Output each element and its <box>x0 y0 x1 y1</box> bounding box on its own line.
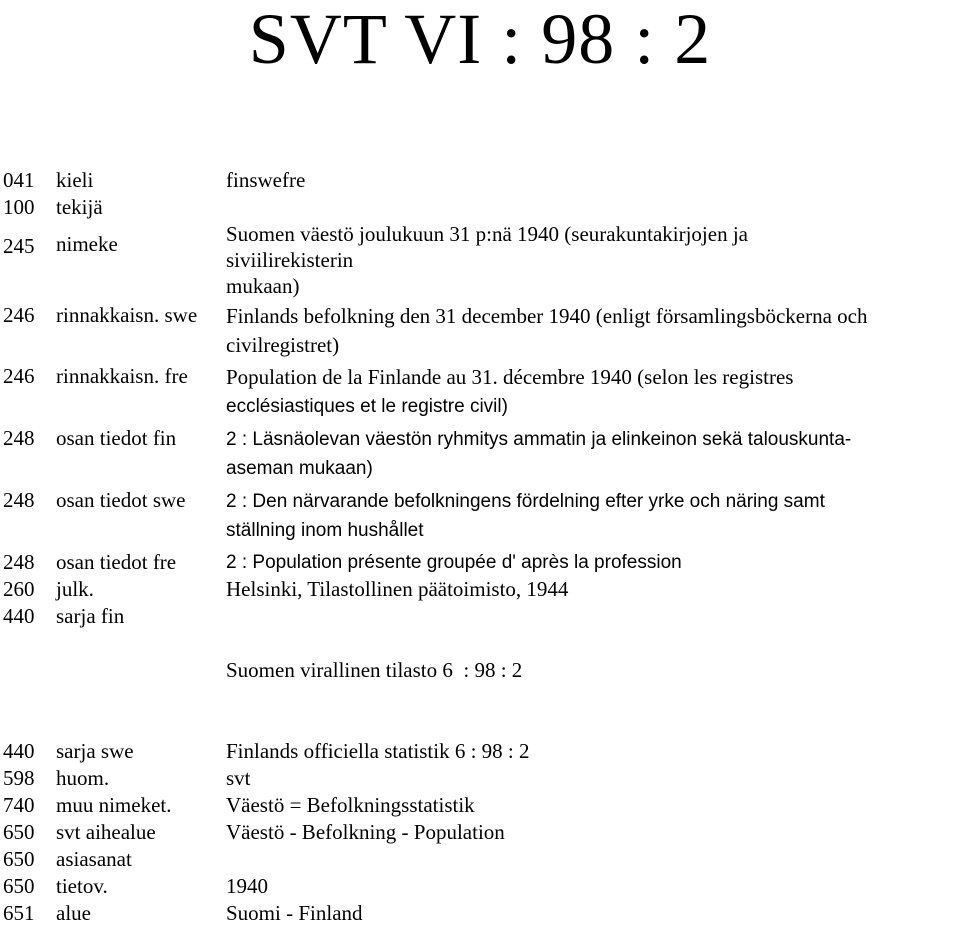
record-code: 260 <box>3 577 35 601</box>
record-248-osan-tiedot-fin <box>0 425 960 483</box>
value-line: Suomi - Finland <box>226 901 363 925</box>
record-value <box>226 873 960 900</box>
record-value <box>226 487 960 545</box>
record-code: 440 <box>3 739 35 763</box>
record-248-osan-tiedot-fre <box>0 549 960 576</box>
record-041-kieli <box>0 167 960 194</box>
record-label: tietov. <box>56 874 108 898</box>
record-740-muu-nimeket <box>0 792 960 819</box>
record-value <box>226 738 960 765</box>
record-248-osan-tiedot-swe <box>0 487 960 545</box>
record-245-nimeke <box>0 221 960 299</box>
record-code: 740 <box>3 793 35 817</box>
record-code: 248 <box>3 426 35 450</box>
record-value <box>226 900 960 927</box>
record-value <box>226 194 960 221</box>
value-line: ställning inom hushållet <box>226 520 424 541</box>
record-label: osan tiedot fin <box>56 426 177 450</box>
value-line: finswefre <box>226 168 306 192</box>
record-value <box>226 425 960 483</box>
record-650-svt-aihealue <box>0 819 960 846</box>
record-label: osan tiedot swe <box>56 488 186 512</box>
value-line: Väestö - Befolkning - Population <box>226 820 505 844</box>
value-line: Väestö = Befolkningsstatistik <box>226 793 475 817</box>
page-title: SVT VI : 98 : 2 <box>248 0 712 79</box>
record-label: kieli <box>56 168 94 192</box>
record-100-tekija <box>0 194 960 221</box>
value-line: 2 : Population présente groupée d' après la profession <box>226 552 682 573</box>
record-value <box>226 603 960 738</box>
record-list <box>0 167 960 927</box>
record-label: sarja swe <box>56 739 134 763</box>
value-line: Population de la Finlande au 31. décembre 1940 (selon les registres <box>226 365 794 389</box>
value-line: Finlands officiella statistik 6 : 98 : 2 <box>226 739 530 763</box>
record-label: asiasanat <box>56 847 132 871</box>
record-code: 598 <box>3 766 35 790</box>
value-line: mukaan) <box>226 274 300 298</box>
record-650-tietov <box>0 873 960 900</box>
record-code: 440 <box>3 604 35 628</box>
record-code: 246 <box>3 303 35 327</box>
value-line: 2 : Den närvarande befolkningens fördelning efter yrke och näring samt <box>226 491 825 512</box>
record-label: rinnakkaisn. swe <box>56 303 198 327</box>
record-code: 650 <box>3 820 35 844</box>
record-code: 041 <box>3 168 35 192</box>
record-246-rinnakkaisn-swe <box>0 298 960 360</box>
record-651-alue <box>0 900 960 927</box>
record-440-sarja-fin <box>0 603 960 738</box>
record-value <box>226 167 960 194</box>
record-code: 651 <box>3 901 35 925</box>
value-line: aseman mukaan) <box>226 458 373 479</box>
record-598-huom <box>0 765 960 792</box>
record-label: julk. <box>56 577 94 601</box>
record-value <box>226 576 960 603</box>
record-code: 650 <box>3 874 35 898</box>
record-value <box>226 792 960 819</box>
record-value <box>226 549 960 576</box>
record-246-rinnakkaisn-fre <box>0 363 960 421</box>
record-value <box>226 819 960 846</box>
record-label: huom. <box>56 766 110 790</box>
record-440-sarja-swe <box>0 738 960 765</box>
record-label: nimeke <box>56 232 118 256</box>
record-label: osan tiedot fre <box>56 550 177 574</box>
record-code: 248 <box>3 488 35 512</box>
record-code: 246 <box>3 364 35 388</box>
record-label: tekijä <box>56 195 103 219</box>
record-label: rinnakkaisn. fre <box>56 364 188 388</box>
record-code: 100 <box>3 195 35 219</box>
value-line: civilregistret) <box>226 333 340 357</box>
record-value <box>226 221 960 299</box>
value-line: svt <box>226 766 251 790</box>
value-line: siviilirekisterin <box>226 248 354 272</box>
record-code: 650 <box>3 847 35 871</box>
record-650-asiasanat <box>0 846 960 873</box>
record-label: alue <box>56 901 91 925</box>
record-label: svt aihealue <box>56 820 156 844</box>
record-260-julk <box>0 576 960 603</box>
record-value <box>226 298 960 360</box>
record-value <box>226 765 960 792</box>
value-line: Finlands befolkning den 31 december 1940 (enligt församlingsböckerna och <box>226 304 868 328</box>
value-line: ecclésiastiques et le registre civil) <box>226 396 508 417</box>
value-line: Helsinki, Tilastollinen päätoimisto, 1944 <box>226 577 569 601</box>
value-line: Suomen virallinen tilasto 6 : 98 : 2 <box>226 658 523 682</box>
record-label: muu nimeket. <box>56 793 172 817</box>
value-line: 2 : Läsnäolevan väestön ryhmitys ammatin ja elinkeinon sekä talouskunta- <box>226 429 852 450</box>
record-code: 245 <box>3 234 35 258</box>
record-code: 248 <box>3 550 35 574</box>
record-label: sarja fin <box>56 604 125 628</box>
value-line: Suomen väestö joulukuun 31 p:nä 1940 (seurakuntakirjojen ja <box>226 222 748 246</box>
value-line: 1940 <box>226 874 268 898</box>
record-value <box>226 363 960 421</box>
record-value <box>226 846 960 873</box>
